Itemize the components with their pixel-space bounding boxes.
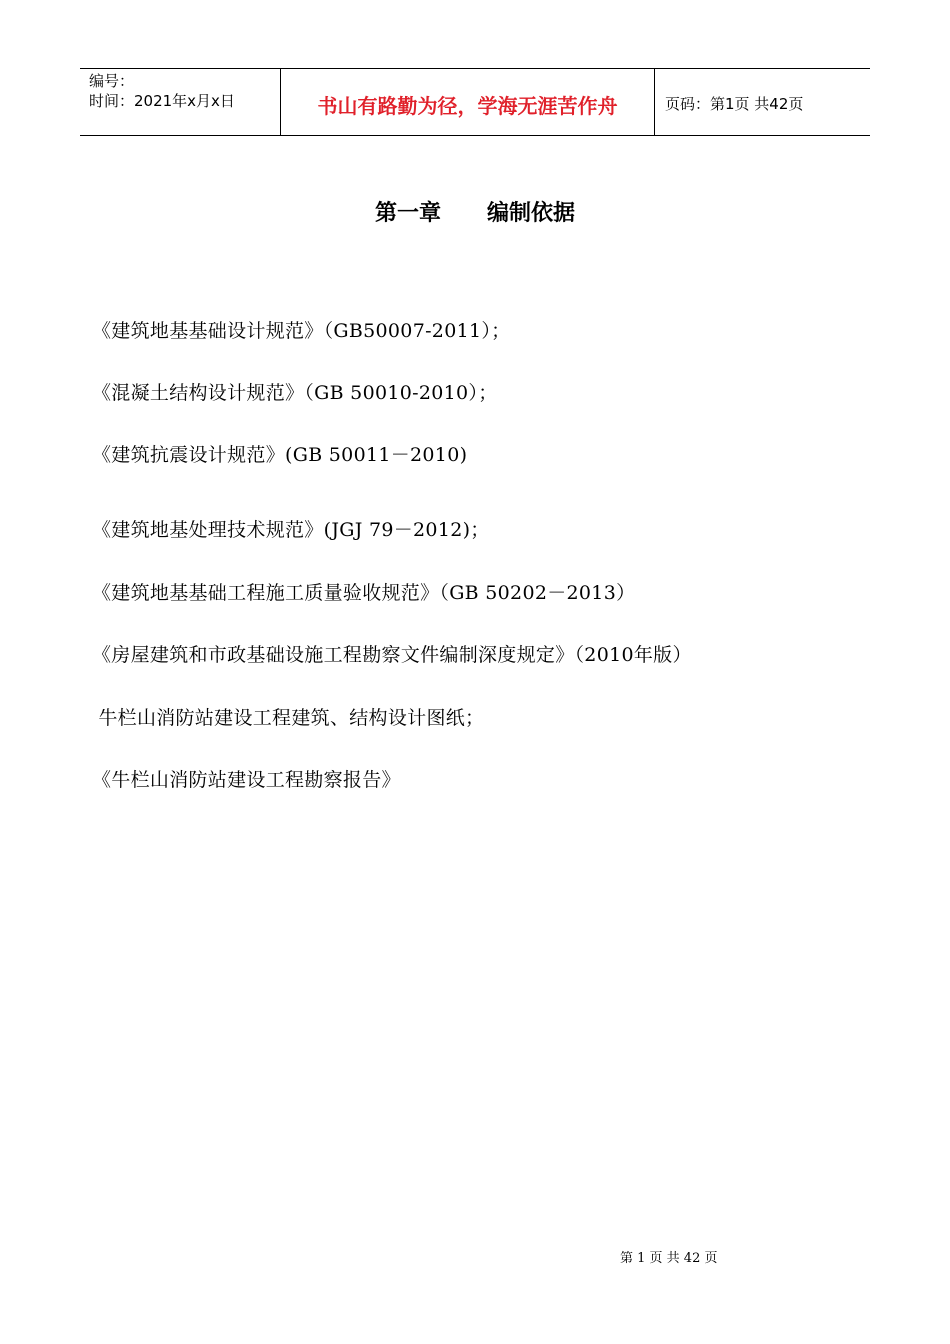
- page-info: 页码：第1页 共42页: [665, 94, 804, 113]
- page-footer: 第 1 页 共 42 页: [620, 1251, 718, 1266]
- reference-item: 《建筑抗震设计规范》(GB 50011－2010): [92, 444, 468, 466]
- reference-item: 《建筑地基基础工程施工质量验收规范》（GB 50202－2013）: [92, 582, 636, 604]
- reference-item: 《混凝土结构设计规范》（GB 50010-2010）；: [92, 382, 498, 404]
- number-label: 编号：: [89, 72, 135, 90]
- motto-text: 书山有路勤为径，学海无涯苦作舟: [317, 93, 618, 118]
- reference-item: 《建筑地基处理技术规范》(JGJ 79－2012)；: [92, 519, 490, 541]
- chapter-title: 第一章 编制依据: [375, 201, 575, 226]
- reference-item: 《建筑地基基础设计规范》（GB50007-2011）；: [92, 320, 511, 342]
- document-header: [80, 68, 870, 136]
- header-page-cell: [655, 69, 870, 135]
- date-label: 时间：2021年x月x日: [89, 92, 235, 110]
- reference-item: 《牛栏山消防站建设工程勘察报告》: [92, 769, 401, 791]
- reference-item: 牛栏山消防站建设工程建筑、结构设计图纸；: [92, 707, 485, 729]
- header-motto-cell: [281, 69, 655, 135]
- reference-item: 《房屋建筑和市政基础设施工程勘察文件编制深度规定》（2010年版）: [92, 644, 692, 666]
- header-meta-cell: [80, 69, 281, 135]
